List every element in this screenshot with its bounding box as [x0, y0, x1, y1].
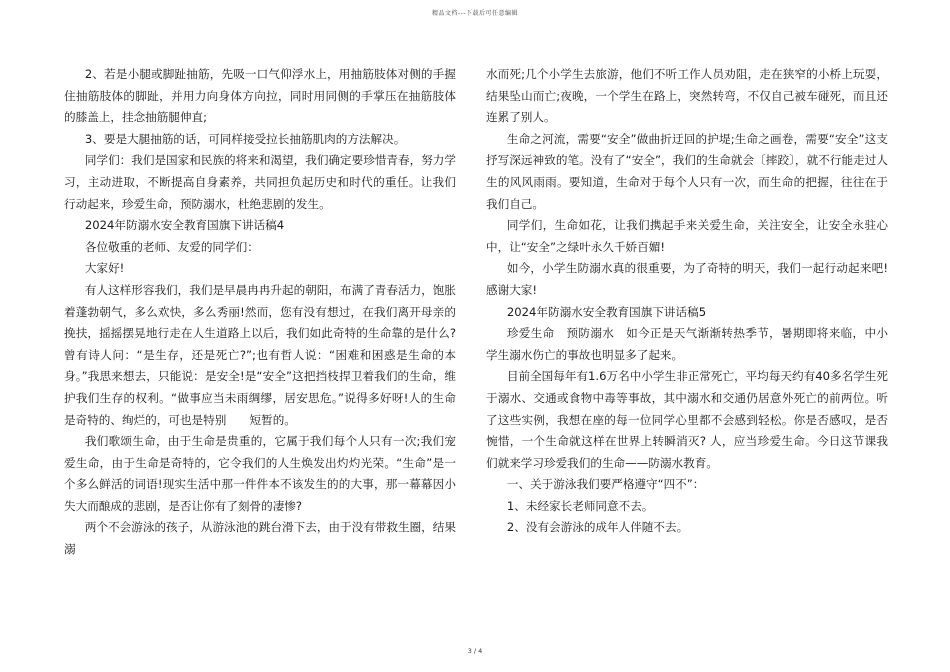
paragraph: 两个不会游泳的孩子，从游泳池的跳台滑下去，由于没有带救生圈，结果溺 — [64, 520, 456, 557]
section-title: 2024年防溺水安全教育国旗下讲话稿4 — [84, 218, 285, 233]
page-header: 精品文档---下载后可任意编辑 — [432, 10, 518, 17]
paragraph: 3、要是大腿抽筋的话，可同样接受拉长抽筋肌肉的方法解决。 — [84, 131, 406, 146]
paragraph: 同学们，生命如花，让我们携起手来关爱生命，关注安全，让安全永驻心中，让“安全”之绿叶永久千娇百媚! — [486, 218, 888, 254]
paragraph: 有人这样形容我们，我们是早晨冉冉升起的朝阳，布满了青春活力，饱胀着蓬勃朝气，多么欢快，多么秀丽!然而，您有没有想过，在我们离开母亲的挽扶，摇摇摆晃地行走在人生道路上以后，我们如此奇特的生命靠的是什么?曾有诗人问：“是生存，还是死亡?”;也有哲人说：“困难和困惑是生命的本身。”我思来想去，只能说：是安全!是“安全”这把挡枝捍卫着我们的生命，维护我们生存的权利。“做事应当未雨绸缪，居安思危。”说得多好呀!人的生命是奇特的、绚烂的，可也是特别 短暂的。 — [64, 282, 456, 427]
paragraph: 生命之河流，需要“安全”做曲折迂回的护堤;生命之画卷，需要“安全”这支抒写深远神致的笔。没有了“安全”，我们的生命就会〔摔跤〕，就不行能走过人生的风风雨雨。要知道，生命对于每个人只有一次，而生命的把握，往往在于我们自己。 — [486, 131, 888, 211]
list-item: 2、没有会游泳的成年人伴随不去。 — [506, 520, 689, 535]
paragraph: 我们歌颂生命，由于生命是贵重的，它属于我们每个人只有一次;我们宠爱生命，由于生命是奇特的，它令我们的人生焕发出灼灼光荣。“生命”是一个多么鲜活的词语!现实生活中那一件件本不该发生的的大事，那一幕幕因小失大而酿成的悲剧，是否让你有了刻骨的凄惨? — [64, 434, 456, 513]
paragraph: 目前全国每年有1.6万名中小学生非正常死亡，平均每天约有40多名学生死于溺水、交通或食物中毒等事故，其中溺水和交通仍居意外死亡的前两位。听了这些实例，我想在座的每一位同学心里都不会感到轻松。你是否感叹，是否惋惜，一个生命就这样在世界上转瞬消灭? 人，应当珍爱生命。今日这节课我们就来学习珍爱我们的生命——防溺水教育。 — [486, 369, 888, 470]
page-number: 3 / 4 — [467, 647, 483, 655]
right-column — [486, 64, 888, 539]
paragraph: 同学们：我们是国家和民族的将来和渴望，我们确定要珍惜青春，努力学习，主动进取，不断提高自身素养，共同担负起历史和时代的重任。让我们行动起来，珍爱生命，预防溺水，杜绝悲剧的发生。 — [64, 153, 456, 211]
paragraph: 珍爱生命 预防溺水 如今正是天气渐渐转热季节，暑期即将来临，中小学生溺水伤亡的事故也明显多了起来。 — [486, 326, 888, 362]
paragraph-continued: 水而死;几个小学生去旅游，他们不听工作人员劝阻，走在狭窄的小桥上玩耍，结果坠山而亡;夜晚，一个学生在路上，突然转弯，不仅自己被车碰死，而且还连累了别人。 — [486, 67, 888, 125]
greeting: 大家好! — [84, 261, 125, 276]
list-item: 1、未经家长老师同意不去。 — [506, 498, 654, 513]
paragraph: 2、若是小腿或脚趾抽筋，先吸一口气仰浮水上，用抽筋肢体对侧的手握住抽筋肢体的脚趾，并用力向身体方向拉，同时用同侧的手掌压在抽筋肢体的膝盖上，挂念抽筋腿伸直; — [64, 67, 456, 125]
salutation: 各位敬重的老师、友爱的同学们： — [84, 239, 259, 254]
list-heading: 一、关于游泳我们要严格遵守“四不”： — [506, 477, 705, 492]
left-column — [64, 64, 456, 561]
section-title: 2024年防溺水安全教育国旗下讲话稿5 — [506, 304, 707, 319]
paragraph: 如今，小学生防溺水真的很重要，为了奇特的明天，我们一起行动起来吧!感谢大家! — [486, 261, 888, 297]
